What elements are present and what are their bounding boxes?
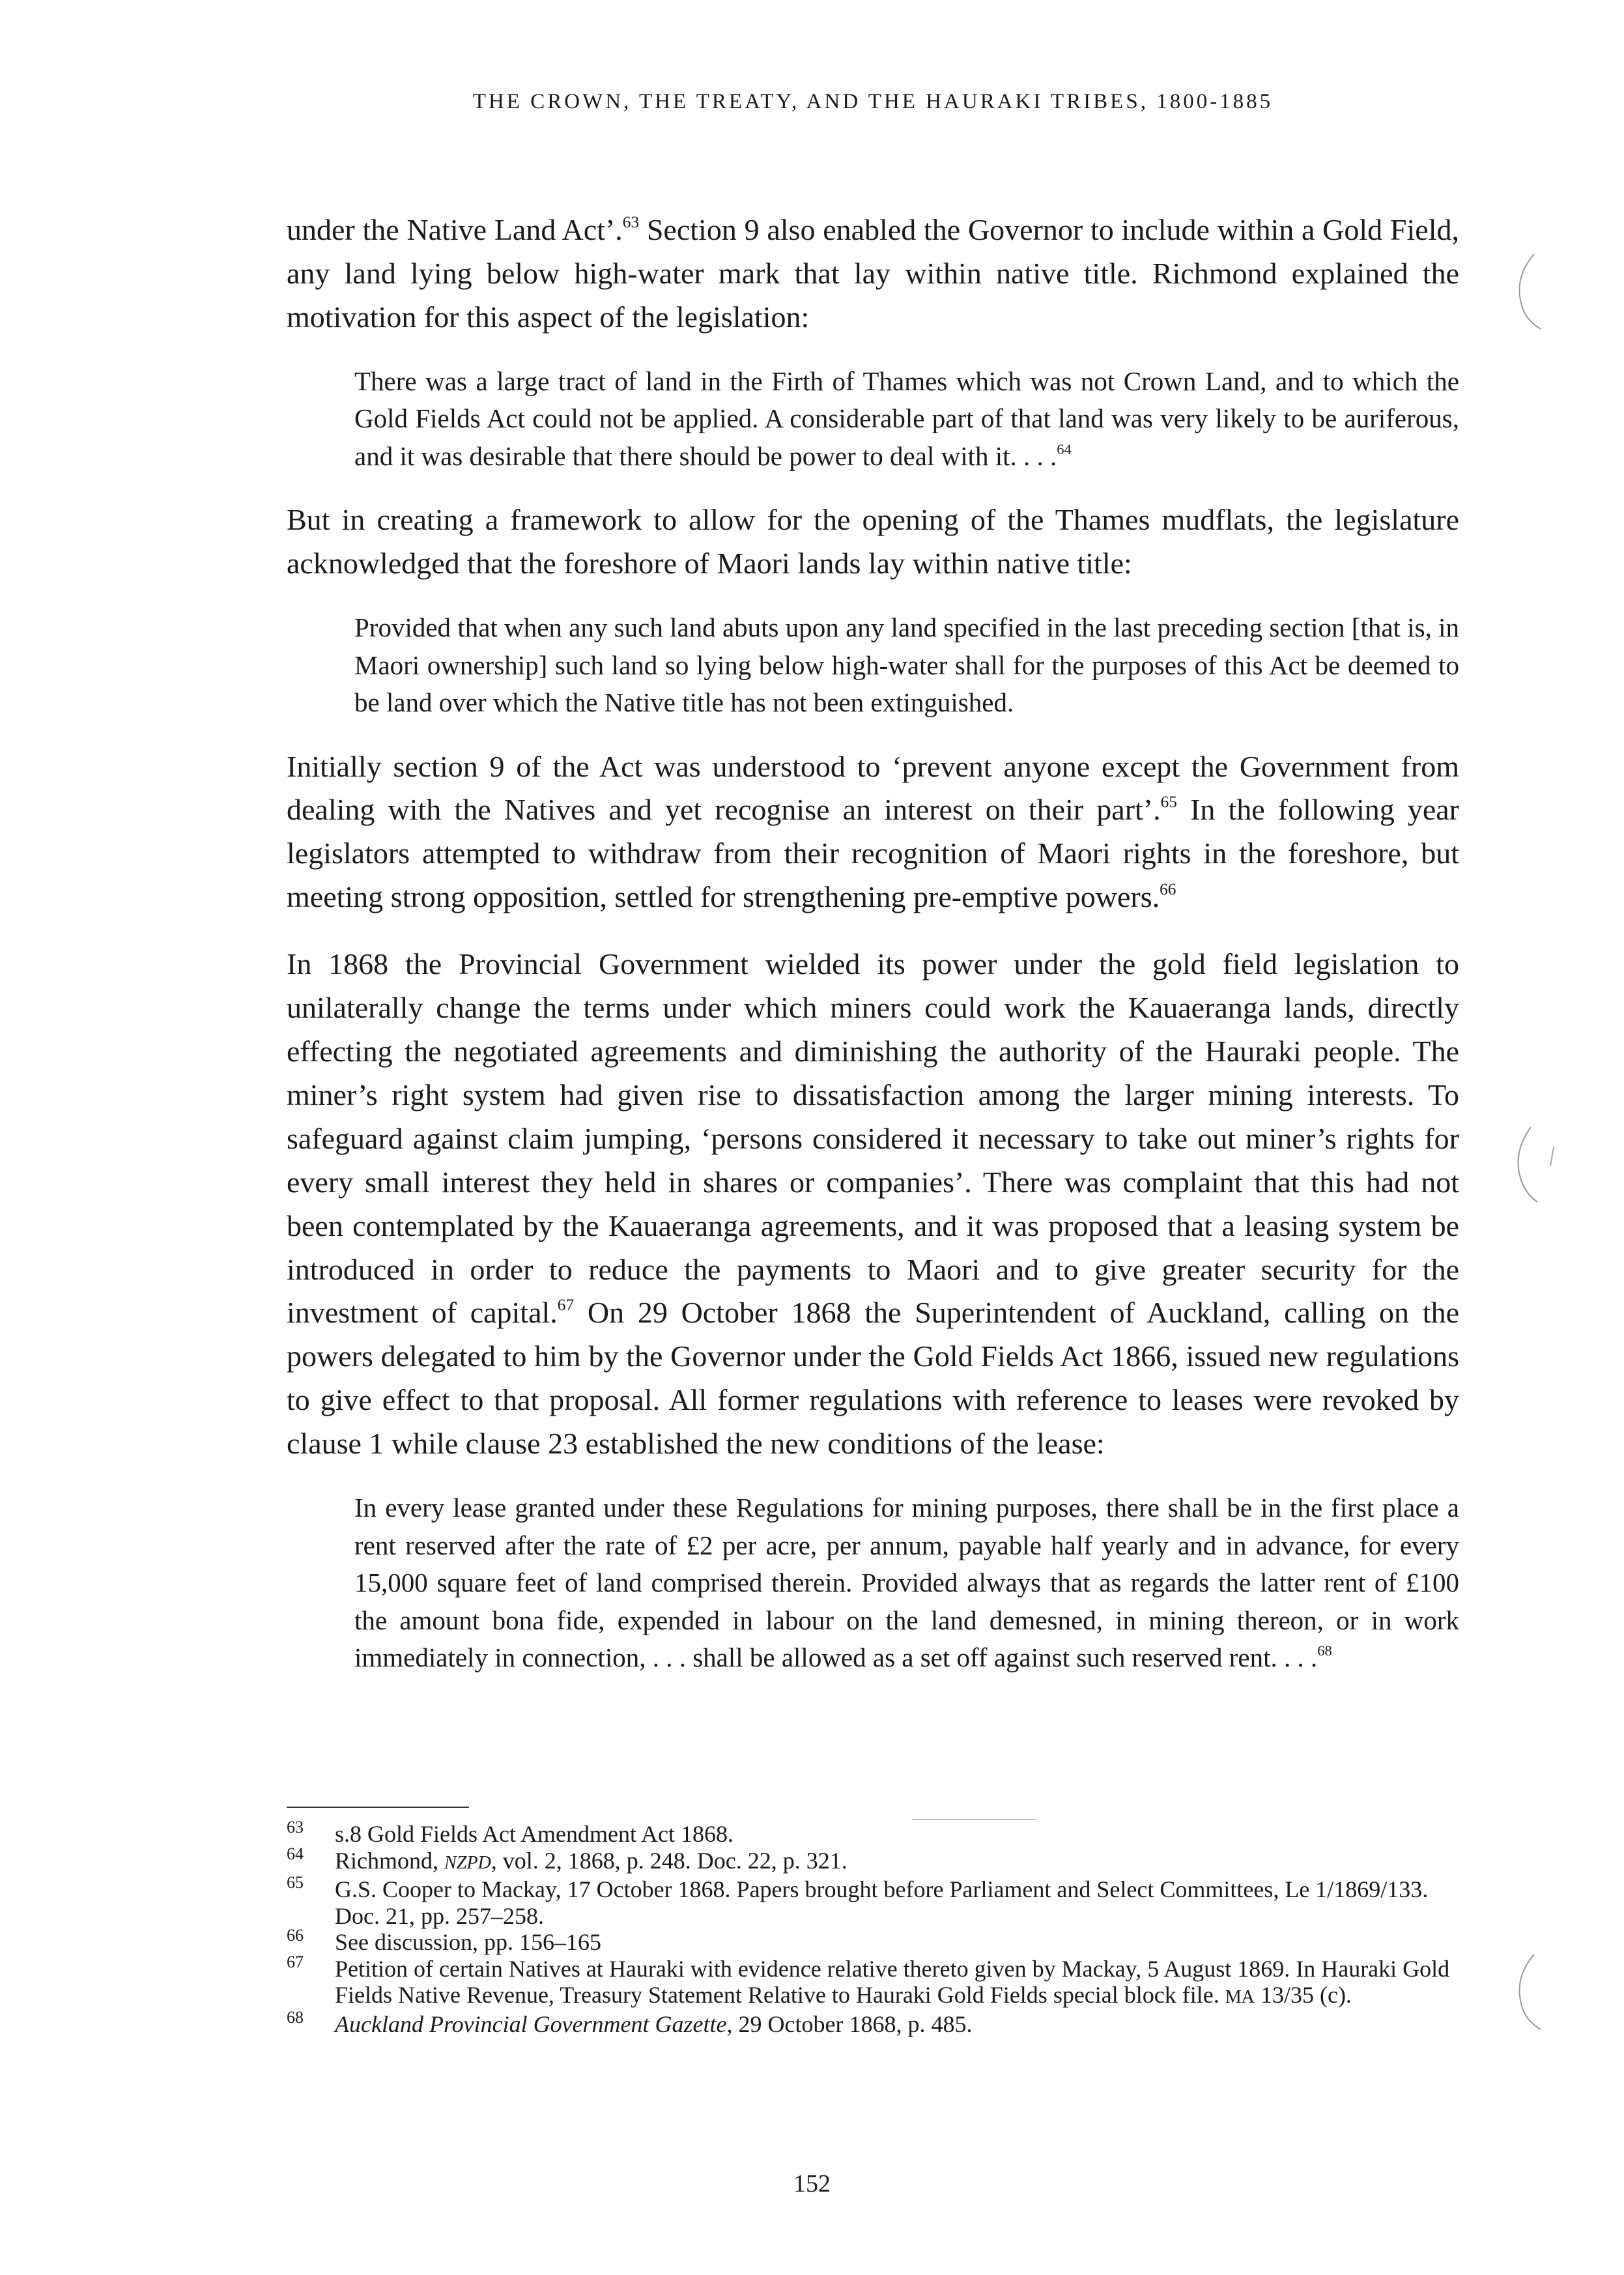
paragraph-text: under the Native Land Act’. — [287, 213, 623, 246]
footnote-source-title: Auckland Provincial Government Gazette — [335, 2010, 727, 2037]
footnote-65 — [287, 1873, 1459, 1929]
paragraph-4 — [287, 943, 1459, 1466]
paragraph-3 — [287, 745, 1459, 920]
footnote-63 — [287, 1818, 1459, 1848]
block-quote-3 — [354, 1489, 1459, 1677]
footnote-66 — [287, 1926, 1459, 1956]
footnote-text: Petition of certain Natives at Hauraki with evidence relative thereto given by Mackay, 5 August 1869. In Hauraki Gold Fields Native Revenue, Treasury Statement Relative to Hauraki Gold Fields special block file. — [335, 1955, 1450, 2008]
footnote-text: See discussion, pp. 156–165 — [335, 1929, 601, 1955]
footnote-number: 67 — [287, 1952, 304, 1971]
footnote-number: 66 — [287, 1926, 304, 1945]
quote-text: Provided that when any such land abuts upon any land specified in the last preceding section [that is, in Maori ownership] such land so lying below high-water shall for the purposes of this Act be deemed to be land over which the Native title has not been extinguished. — [354, 612, 1459, 718]
binding-hole-mark — [1505, 248, 1544, 339]
block-quote-2 — [354, 609, 1459, 722]
footnote-divider — [287, 1807, 469, 1808]
quote-text: There was a large tract of land in the Firth of Thames which was not Crown Land, and to which the Gold Fields Act could not be applied. A considerable part of that land was very likely to be auriferous, and it was desirable that there should be power to deal with it. . . . — [354, 365, 1459, 471]
paragraph-text: In the following year legislators attempted to withdraw from their recognition of Maori rights in the foreshore, but meeting strong opposition, settled for strengthening pre-emptive powers. — [287, 793, 1460, 914]
footnote-68 — [287, 2007, 1459, 2038]
paragraph-2 — [287, 498, 1459, 586]
footnote-ref: 66 — [1160, 880, 1176, 899]
running-header: THE CROWN, THE TREATY, AND THE HAURAKI TRIBES, 1800-1885 — [472, 90, 1274, 113]
scan-artifact-line — [912, 1819, 1036, 1820]
paragraph-text: Initially section 9 of the Act was understood to ‘prevent anyone except the Government from dealing with the Natives and yet recognise an interest on their part’. — [287, 749, 1459, 827]
paragraph-text: On 29 October 1868 the Superintendent of Auckland, calling on the powers delegated to him by the Governor under the Gold Fields Act 1866, issued new regulations to give effect to that proposal. All former regulations with reference to leases were revoked by clause 1 while clause 23 established the new conditions of the lease: — [287, 1296, 1459, 1461]
paragraph-text: But in creating a framework to allow for the opening of the Thames mudflats, the legislature acknowledged that the foreshore of Maori lands lay within native title: — [287, 503, 1459, 580]
footnote-ref: 65 — [1160, 793, 1177, 812]
binding-hole-mark — [1505, 1948, 1544, 2039]
footnote-ref: 68 — [1317, 1642, 1332, 1659]
footnote-ref: 67 — [557, 1296, 575, 1315]
footnote-ref: 63 — [622, 213, 640, 232]
paragraph-1 — [287, 208, 1459, 339]
body-text — [287, 208, 1459, 1700]
block-quote-1 — [354, 363, 1459, 476]
footnote-number: 64 — [287, 1844, 304, 1863]
footnote-abbreviation: NZPD — [444, 1852, 491, 1873]
quote-text: In every lease granted under these Regulations for mining purposes, there shall be in the first place a rent reserved after the rate of £2 per acre, per annum, payable half yearly and in advance, for every 15,000 square feet of land comprised therein. Provided always that as regards the latter rent of £100 the amount bona fide, expended in labour on the land demesned, in mining thereon, or in work immediately in connection, . . . shall be allowed as a set off against such reserved rent. . . . — [354, 1493, 1459, 1673]
paragraph-text: Section 9 also enabled the Governor to include within a Gold Field, any land lying below high-water mark that lay within native title. Richmond explained the motivation for this aspect of the legislation: — [287, 213, 1459, 334]
footnote-text: , 29 October 1868, p. 485. — [726, 2010, 973, 2037]
footnote-text: G.S. Cooper to Mackay, 17 October 1868. Papers brought before Parliament and Select Committees, Le 1/1869/133. Doc. 21, pp. 257–258. — [335, 1876, 1429, 1929]
footnote-67 — [287, 1952, 1459, 2011]
paragraph-text: In 1868 the Provincial Government wielded its power under the gold field legislation to unilaterally change the terms under which miners could work the Kauaeranga lands, directly effecting the negotiated agreements and diminishing the authority of the Hauraki people. The miner’s right system had given rise to dissatisfaction among the larger mining interests. To safeguard against claim jumping, ‘persons considered it necessary to take out miner’s rights for every small interest they held in shares or companies’. There was complaint that this had not been contemplated by the Kauaeranga agreements, and it was proposed that a leasing system be introduced in order to reduce the payments to Maori and to give greater security for the investment of capital. — [287, 947, 1459, 1330]
footnote-64 — [287, 1844, 1459, 1877]
footnote-number: 65 — [287, 1873, 304, 1892]
footnote-text: 13/35 (c). — [1254, 1982, 1352, 2008]
footnote-number: 63 — [287, 1818, 304, 1837]
page-number: 152 — [793, 2170, 831, 2197]
footnote-text: s.8 Gold Fields Act Amendment Act 1868. — [335, 1821, 734, 1847]
footnote-number: 68 — [287, 2007, 304, 2027]
footnotes — [287, 1818, 1459, 2037]
binding-hole-mark — [1505, 1121, 1563, 1212]
footnote-text: , vol. 2, 1868, p. 248. Doc. 22, p. 321. — [491, 1847, 848, 1874]
footnote-abbreviation: MA — [1225, 1987, 1255, 2007]
footnote-text: Richmond, — [335, 1847, 444, 1874]
footnote-ref: 64 — [1057, 440, 1072, 457]
